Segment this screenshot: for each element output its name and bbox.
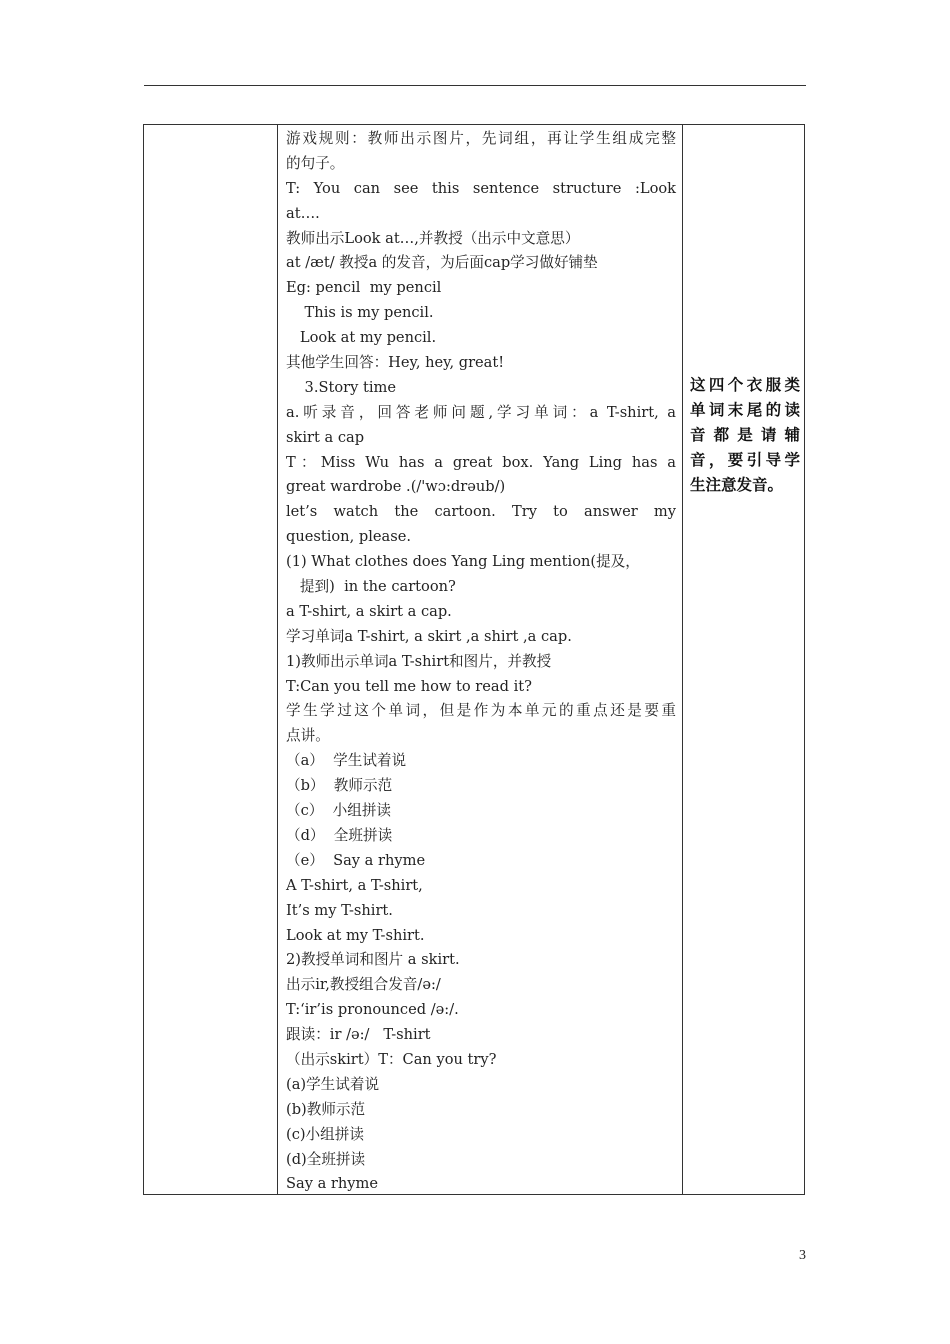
- teaching-process-cell: [286, 125, 676, 1197]
- page-number: 3: [799, 1248, 806, 1263]
- content-line: （b） 教师示范: [286, 777, 393, 795]
- content-line: 提到) in the cartoon?: [286, 578, 456, 596]
- content-line: let’s watch the cartoon. Try to answer my: [286, 503, 676, 521]
- content-line: It’s my T-shirt.: [286, 901, 393, 919]
- content-line: 学生学过这个单词，但是作为本单元的重点还是要重: [286, 702, 676, 720]
- content-line: T:‘ir’is pronounced /ə:/.: [286, 1001, 459, 1019]
- column-divider-right: [682, 125, 683, 1194]
- content-line: Look at my T-shirt.: [286, 926, 425, 944]
- content-line: T: You can see this sentence structure :Look: [286, 179, 676, 197]
- note-line: 音都是请辅: [690, 426, 800, 444]
- note-line: 这四个衣服类: [690, 376, 800, 394]
- content-line: 游戏规则：教师出示图片，先词组，再让学生组成完整: [286, 130, 676, 147]
- content-line: skirt a cap: [286, 428, 365, 446]
- note-line: 生注意发音。: [690, 476, 784, 494]
- content-line: A T-shirt, a T-shirt,: [286, 876, 423, 894]
- content-line: （d） 全班拼读: [286, 826, 393, 844]
- content-line: at….: [286, 204, 320, 222]
- content-line: 3.Story time: [286, 378, 396, 396]
- content-line: Look at my pencil.: [286, 329, 437, 347]
- content-line: (b)教师示范: [286, 1100, 366, 1118]
- content-line: 点讲。: [286, 727, 330, 745]
- content-line: 出示ir,教授组合发音/ə:/: [286, 976, 441, 994]
- content-line: T:Can you tell me how to read it?: [286, 677, 532, 695]
- content-line: （e） Say a rhyme: [286, 851, 426, 869]
- content-line: Say a rhyme: [286, 1175, 379, 1193]
- content-line: 1)教师出示单词a T-shirt和图片，并教授: [286, 652, 552, 670]
- content-line: 跟读：ir /ə:/ T-shirt: [286, 1026, 431, 1044]
- design-note-cell: [690, 373, 800, 498]
- content-line: Eg: pencil my pencil: [286, 279, 442, 297]
- header-rule: [144, 85, 806, 86]
- content-line: (d)全班拼读: [286, 1150, 366, 1168]
- content-line: a.听录音，回答老师问题,学习单词：a T-shirt, a: [286, 403, 676, 421]
- content-line: (c)小组拼读: [286, 1125, 364, 1143]
- content-line: （出示skirt）T：Can you try?: [286, 1050, 497, 1068]
- content-line: a T-shirt, a skirt a cap.: [286, 602, 452, 620]
- content-line: T：Miss Wu has a great box. Yang Ling has a: [286, 453, 676, 471]
- content-line: （a） 学生试着说: [286, 752, 407, 770]
- column-divider-left: [277, 125, 278, 1194]
- content-line: 的句子。: [286, 154, 345, 172]
- content-line: 其他学生回答：Hey, hey, great!: [286, 354, 505, 372]
- content-line: 教师出示Look at…,并教授（出示中文意思）: [286, 229, 580, 247]
- content-line: (a)学生试着说: [286, 1075, 380, 1093]
- note-line: 单词末尾的读: [690, 401, 800, 419]
- content-line: 2)教授单词和图片 a skirt.: [286, 951, 460, 969]
- content-line: great wardrobe .(/'wɔ:drəub/): [286, 478, 506, 496]
- content-line: 学习单词a T-shirt, a skirt ,a shirt ,a cap.: [286, 627, 572, 645]
- note-line: 音，要引导学: [690, 451, 800, 469]
- content-line: at /æt/ 教授a 的发音，为后面cap学习做好铺垫: [286, 254, 598, 272]
- content-line: question, please.: [286, 528, 411, 546]
- content-line: (1) What clothes does Yang Ling mention(提及，: [286, 553, 640, 571]
- content-line: This is my pencil.: [286, 304, 434, 322]
- lesson-table: [143, 124, 805, 1195]
- content-line: （c） 小组拼读: [286, 802, 392, 820]
